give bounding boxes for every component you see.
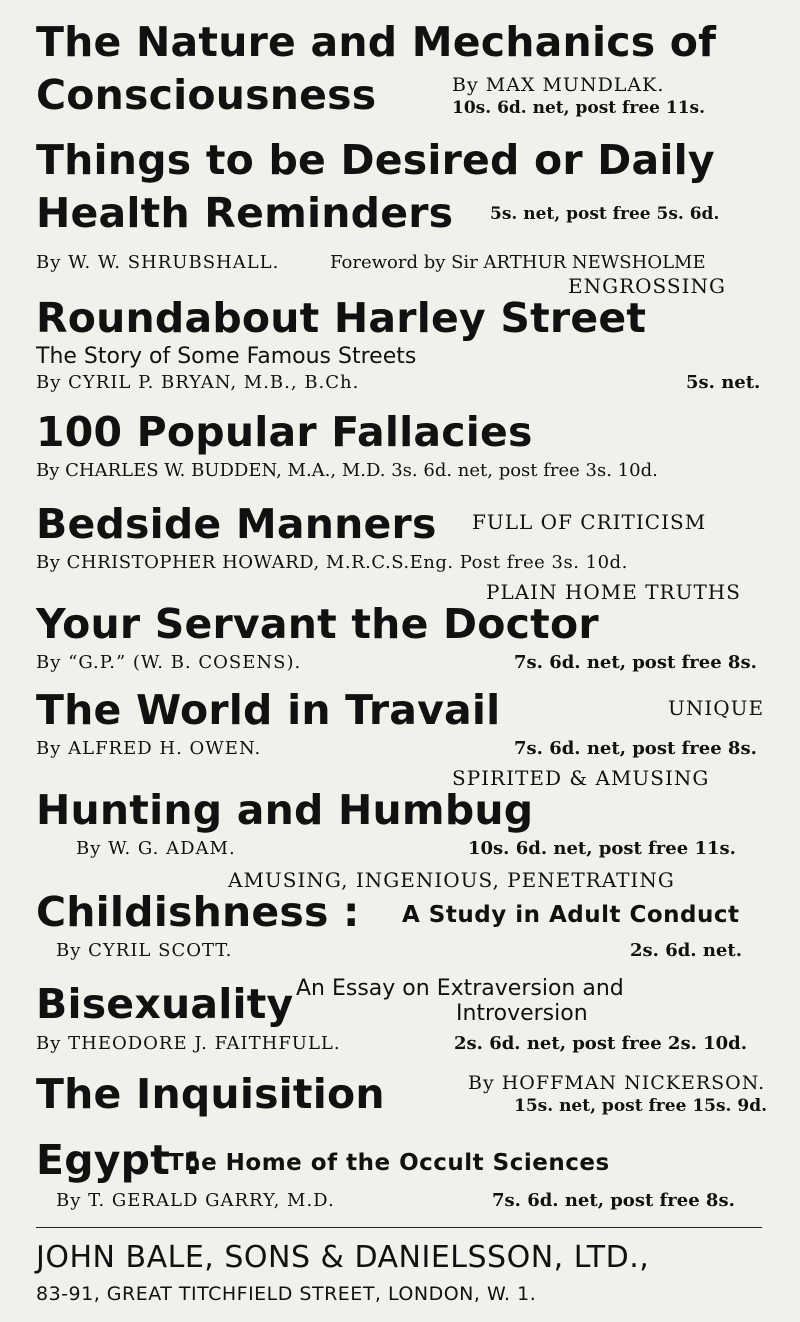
publisher-address: 83-91, GREAT TITCHFIELD STREET, LONDON, W. 1.: [36, 1283, 537, 1305]
book-subtitle: A Study in Adult Conduct: [402, 902, 740, 928]
book-foreword: Foreword by Sir ARTHUR NEWSHOLME: [330, 252, 706, 273]
book-author: By W. G. ADAM.: [76, 838, 236, 859]
book-price: 5s. net, post free 5s. 6d.: [490, 204, 720, 224]
book-title: Things to be Desired or Daily: [36, 136, 715, 184]
book-price: 10s. 6d. net, post free 11s.: [452, 98, 706, 118]
book-author: By W. W. SHRUBSHALL.: [36, 252, 280, 273]
book-title: Egypt :: [36, 1136, 202, 1184]
book-title: Hunting and Humbug: [36, 786, 534, 834]
book-tagline: PLAIN HOME TRUTHS: [486, 580, 741, 604]
book-title: Your Servant the Doctor: [36, 600, 599, 648]
book-title: Consciousness: [36, 71, 377, 119]
divider-rule: [36, 1227, 762, 1228]
book-author: By ALFRED H. OWEN.: [36, 738, 262, 759]
book-title: Childishness :: [36, 888, 360, 936]
book-price: 2s. 6d. net, post free 2s. 10d.: [454, 1033, 748, 1054]
book-author-price: By CHRISTOPHER HOWARD, M.R.C.S.Eng. Post free 3s. 10d.: [36, 552, 628, 573]
book-price: 7s. 6d. net, post free 8s.: [492, 1190, 735, 1211]
book-price: 10s. 6d. net, post free 11s.: [468, 838, 736, 859]
book-author: By MAX MUNDLAK.: [452, 74, 665, 96]
book-author: By THEODORE J. FAITHFULL.: [36, 1033, 341, 1054]
book-price: 7s. 6d. net, post free 8s.: [514, 738, 757, 759]
book-price: 2s. 6d. net.: [630, 940, 742, 961]
book-price: 5s. net.: [686, 372, 761, 393]
book-tagline: UNIQUE: [668, 696, 765, 720]
publisher-name: JOHN BALE, SONS & DANIELSSON, LTD.,: [36, 1240, 650, 1275]
book-subtitle: Introversion: [456, 1001, 588, 1026]
book-title: The Nature and Mechanics of: [36, 18, 717, 66]
book-author: By CYRIL P. BRYAN, M.B., B.Ch.: [36, 372, 360, 393]
book-title: 100 Popular Fallacies: [36, 408, 533, 456]
book-author-price: By CHARLES W. BUDDEN, M.A., M.D. 3s. 6d. net, post free 3s. 10d.: [36, 460, 658, 481]
book-title: Bisexuality: [36, 980, 294, 1028]
book-price: 7s. 6d. net, post free 8s.: [514, 652, 757, 673]
book-tagline: AMUSING, INGENIOUS, PENETRATING: [228, 868, 675, 892]
book-tagline: SPIRITED & AMUSING: [452, 766, 710, 790]
book-author: By “G.P.” (W. B. COSENS).: [36, 652, 302, 673]
book-tagline: ENGROSSING: [568, 274, 726, 298]
book-title: The Inquisition: [36, 1070, 385, 1118]
book-title: Roundabout Harley Street: [36, 294, 647, 342]
book-subtitle: The Home of the Occult Sciences: [168, 1150, 610, 1176]
book-subtitle: The Story of Some Famous Streets: [36, 344, 417, 369]
book-author: By T. GERALD GARRY, M.D.: [56, 1190, 335, 1211]
book-price: 15s. net, post free 15s. 9d.: [514, 1096, 768, 1116]
book-title: The World in Travail: [36, 686, 501, 734]
book-title: Health Reminders: [36, 189, 454, 237]
book-title: Bedside Manners: [36, 500, 437, 548]
book-author: By HOFFMAN NICKERSON.: [468, 1072, 766, 1094]
book-author: By CYRIL SCOTT.: [56, 940, 233, 961]
book-subtitle: An Essay on Extraversion and: [296, 976, 624, 1001]
book-tagline: FULL OF CRITICISM: [472, 510, 707, 534]
